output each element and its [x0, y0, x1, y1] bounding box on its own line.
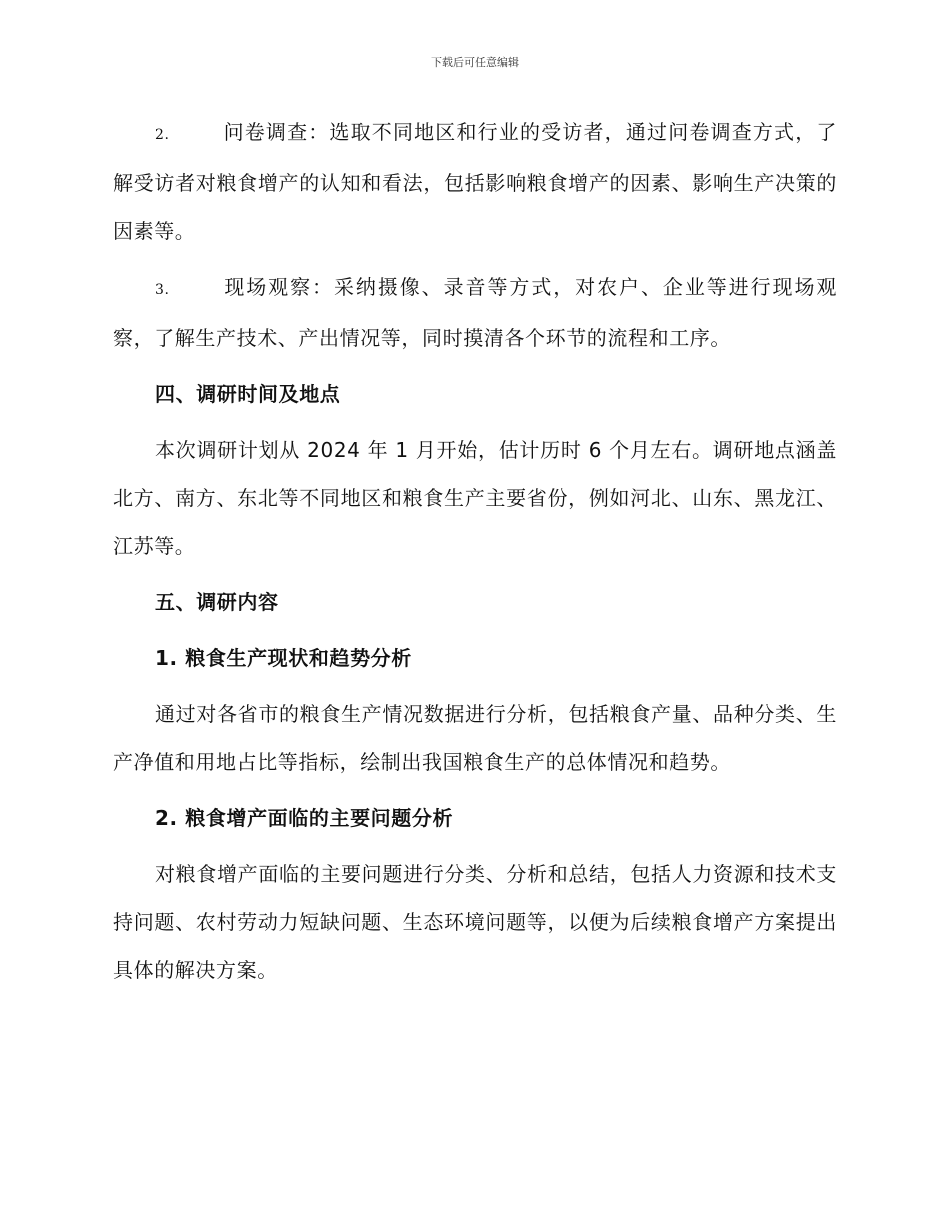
section-heading-content: 五、调研内容: [155, 590, 279, 614]
subsection-heading-status-trend: 1. 粮食生产现状和趋势分析: [155, 646, 412, 670]
section-heading-time-location: 四、调研时间及地点: [155, 382, 341, 406]
subsection-body-status-trend: 通过对各省市的粮食生产情况数据进行分析，包括粮食产量、品种分类、生产净值和用地占比等指标，绘制出我国粮食生产的总体情况和趋势。: [113, 702, 837, 774]
page-header-note: 下载后可任意编辑: [431, 56, 519, 69]
subsection-heading-main-problems: 2. 粮食增产面临的主要问题分析: [155, 806, 454, 830]
section-body-time-location: 本次调研计划从 2024 年 1 月开始，估计历时 6 个月左右。调研地点涵盖北方、南方、东北等不同地区和粮食生产主要省份，例如河北、山东、黑龙江、江苏等。: [113, 438, 837, 558]
list-item-number: 2.: [155, 127, 170, 143]
document-body: [113, 108, 837, 1002]
list-item-questionnaire: [113, 108, 837, 255]
list-item-field-observation: [113, 263, 837, 362]
list-item-text: 现场观察：采纳摄像、录音等方式，对农户、企业等进行现场观察，了解生产技术、产出情况等，同时摸清各个环节的流程和工序。: [113, 275, 837, 350]
subsection-body-main-problems: 对粮食增产面临的主要问题进行分类、分析和总结，包括人力资源和技术支持问题、农村劳动力短缺问题、生态环境问题等，以便为后续粮食增产方案提出具体的解决方案。: [113, 862, 837, 982]
list-item-text: 问卷调查：选取不同地区和行业的受访者，通过问卷调查方式，了解受访者对粮食增产的认知和看法，包括影响粮食增产的因素、影响生产决策的因素等。: [113, 120, 837, 243]
list-item-number: 3.: [155, 282, 170, 298]
